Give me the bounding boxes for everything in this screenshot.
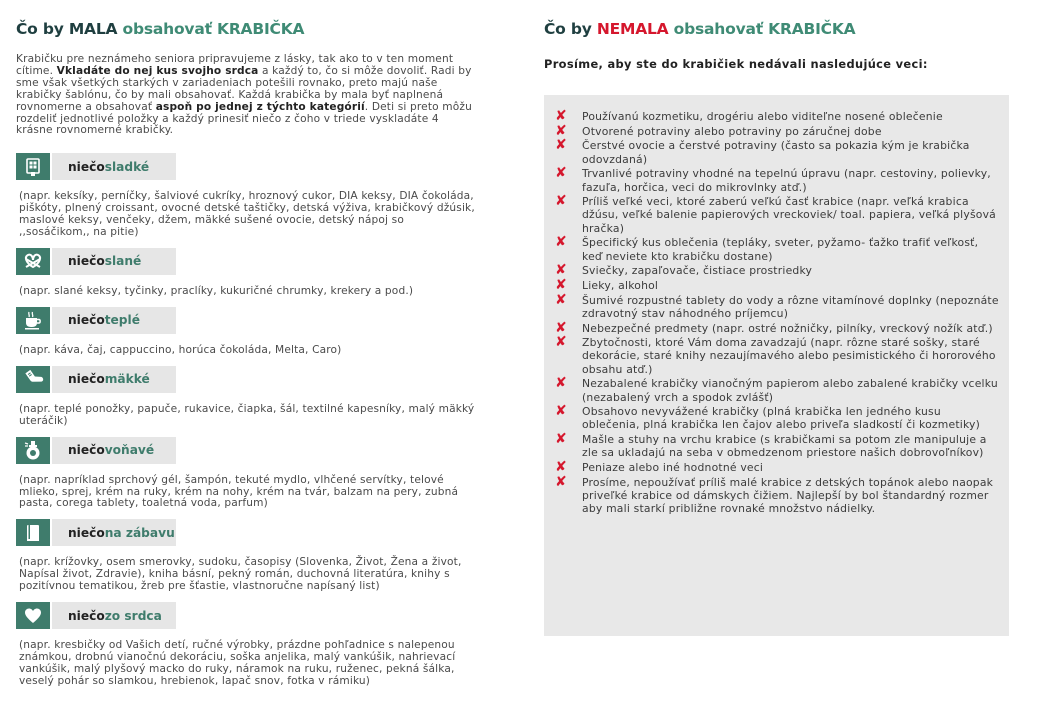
- category-description: (napr. slané keksy, tyčinky, praclíky, kukuričné chrumky, krekery a pod.): [19, 284, 414, 297]
- title-strong: MALA: [68, 20, 118, 38]
- cross-icon: ✘: [555, 319, 567, 336]
- forbidden-items-box: [544, 95, 1009, 636]
- forbidden-item-text: Otvorené potraviny alebo potraviny po záručnej dobe: [582, 124, 882, 138]
- intro-emphasis: Vkladáte do nej kus svojho srdca: [56, 64, 259, 77]
- category-prefix: niečo: [68, 159, 105, 174]
- forbidden-item: [555, 291, 1001, 320]
- category-label: [52, 248, 176, 275]
- left-title: Čo by MALA obsahovať KRABIČKA: [16, 20, 305, 38]
- forbidden-item-text: Prosíme, nepoužívať príliš malé krabice z detských topánok alebo naopak priveľké krabice od dámskych čižiem. Najlepší by bol štandardný rozmer aby mali starkí približne rovnaké množstvo nádielky.: [582, 475, 994, 516]
- forbidden-item-text: Zbytočnosti, ktoré Vám doma zavadzajú (napr. rôzne staré sošky, staré dekorácie, staré knihy nezaujímavého alebo pesimistického či hororového obsahu atď.): [582, 336, 996, 376]
- category-description: (napr. keksíky, perníčky, šalviové cukríky, hroznový cukor, DIA keksy, DIA čokoláda, piškóty, plnený croissant, ovocné detské taštičky, detská výživa, krabičkový džúsik, maslové keksy, venčeky, džem, mäkké sušené ovocie, detský nápoj so ,,sosáčikom,, na pitie): [19, 190, 475, 239]
- category-prefix: niečo: [68, 313, 105, 328]
- pretzel-icon: [16, 248, 50, 275]
- category-accent: na zábavu: [104, 525, 175, 540]
- category-prefix: niečo: [68, 372, 105, 387]
- category-header: [16, 602, 478, 629]
- forbidden-item-text: Čerstvé ovocie a čerstvé potraviny (často sa pokazia kým je krabička odovzdaná): [582, 139, 970, 166]
- forbidden-item-text: Šumivé rozpustné tablety do vody a rôzne vitamínové doplnky (nepoznáte zdravotný stav náhodného príjemcu): [582, 293, 999, 320]
- category-description: (napr. káva, čaj, cappuccino, horúca čokoláda, Melta, Caro): [19, 343, 342, 356]
- forbidden-item: [555, 122, 1001, 139]
- category-header: [16, 519, 478, 546]
- category-prefix: niečo: [68, 608, 105, 623]
- category-vonave: [16, 437, 478, 511]
- right-subtitle: Prosíme, aby ste do krabičiek nedávali nasledujúce veci:: [544, 57, 928, 71]
- cross-icon: ✘: [555, 334, 567, 351]
- cross-icon: ✘: [555, 234, 567, 251]
- category-description: (napr. kresbičky od Vašich detí, ručné výrobky, prázdne pohľadnice s nalepenou známkou, drobnú vianočnú dekoráciu, soška anjelika, malý vankúšik, nahrievací vankúšik, malý plyšový macko do ruky, náramok na ruku, ruženec, pekná šálka, veselý pohár so slamkou, hrebienok, lapač snov, fotka v rámiku): [19, 639, 456, 687]
- perfume-icon: [16, 437, 50, 464]
- category-accent: slané: [104, 254, 142, 269]
- forbidden-item: [555, 377, 1001, 403]
- forbidden-item-text: Nebezpečné predmety (napr. ostré nožničky, pilníky, vreckový nožík atď.): [582, 321, 993, 335]
- cross-icon: ✘: [555, 431, 567, 448]
- forbidden-item: [555, 167, 1001, 193]
- cross-icon: ✘: [555, 291, 567, 308]
- cross-icon: ✘: [555, 108, 567, 124]
- category-label: [52, 153, 176, 180]
- forbidden-item: [555, 319, 1001, 336]
- forbidden-item: [555, 405, 1001, 431]
- intro-text: Krabičku pre neznámeho seniora pripravujeme z lásky, tak ako to v ten moment cítime.: [16, 53, 454, 77]
- category-slane: [16, 248, 478, 298]
- forbidden-item-text: Peniaze alebo iné hodnotné veci: [582, 461, 764, 475]
- right-title: Čo by NEMALA obsahovať KRABIČKA: [544, 20, 856, 38]
- category-accent: zo srdca: [104, 608, 162, 623]
- category-list: [16, 153, 478, 687]
- left-column: [16, 18, 478, 688]
- teacup-icon: [16, 307, 50, 334]
- cross-icon: ✘: [555, 276, 567, 293]
- forbidden-item: [555, 473, 1001, 516]
- forbidden-item: [555, 110, 1001, 123]
- forbidden-item: [555, 264, 1001, 277]
- forbidden-list: [555, 110, 1001, 517]
- category-accent: teplé: [104, 313, 140, 328]
- category-header: [16, 307, 478, 334]
- category-makke: [16, 366, 478, 428]
- category-label: [52, 602, 176, 629]
- category-prefix: niečo: [68, 254, 105, 269]
- category-sladke: [16, 153, 478, 239]
- category-label: [52, 366, 176, 393]
- category-description: (napr. teplé ponožky, papuče, rukavice, čiapka, šál, textilné kapesníky, malý mäkký uteráčik): [19, 402, 475, 427]
- forbidden-item-text: Špecifický kus oblečenia (tepláky, sveter, pyžamo- ťažko trafiť veľkosť, keď neviete kto krabičku dostane): [582, 236, 979, 263]
- category-header: [16, 437, 478, 464]
- cross-icon: ✘: [555, 122, 567, 139]
- category-prefix: niečo: [68, 443, 105, 458]
- cross-icon: ✘: [555, 403, 567, 420]
- cross-icon: ✘: [555, 375, 567, 392]
- forbidden-item: [555, 236, 1001, 262]
- forbidden-item: [555, 139, 1001, 165]
- forbidden-item: [555, 195, 1001, 235]
- category-zabava: [16, 519, 478, 593]
- forbidden-item-text: Sviečky, zapaľovače, čistiace prostriedky: [582, 264, 813, 278]
- category-srdca: [16, 602, 478, 688]
- forbidden-item: [555, 336, 1001, 376]
- heart-icon: [16, 602, 50, 629]
- forbidden-item-text: Lieky, alkohol: [582, 278, 659, 292]
- forbidden-item: [555, 276, 1001, 293]
- forbidden-item-text: Príliš veľké veci, ktoré zaberú veľkú časť krabice (napr. veľká krabica džúsu, veľké balenie papierových vreckoviek/ toal. papiera, veľká plyšová hračka): [582, 195, 996, 235]
- intro-paragraph: [16, 54, 478, 137]
- category-teple: [16, 307, 478, 357]
- category-label: [52, 519, 176, 546]
- forbidden-item-text: Obsahovo nevyvážené krabičky (plná krabička len jedného kusu oblečenia, plná krabička len čajov alebo priveľa sladkostí či kozmetiky): [582, 405, 981, 432]
- category-prefix: niečo: [68, 525, 105, 540]
- intro-text: a každý to, čo si môže dovoliť. Radi by sme však všetkých starkých v zariadeniach potešili rovnako, preto majú naše krabičky šablónu, čo by mali obsahovať. Každá krabička by mala byť naplnená rovnomerne a obsahovať: [16, 64, 472, 113]
- cross-icon: ✘: [555, 137, 567, 154]
- intro-emphasis: aspoň po jednej z týchto kategórií: [155, 100, 365, 113]
- category-label: [52, 437, 176, 464]
- candy-icon: [16, 153, 50, 180]
- category-header: [16, 248, 478, 275]
- intro-text: . Deti si preto môžu rozdeliť jednotlivé položky a každý prinesiť niečo z čoho v triede vyskladáte 4 krásne rovnomerné krabičky.: [16, 100, 472, 137]
- forbidden-item: [555, 461, 1001, 474]
- right-column: [544, 18, 1009, 516]
- category-accent: voňavé: [104, 443, 155, 458]
- cross-icon: ✘: [555, 165, 567, 182]
- cross-icon: ✘: [555, 193, 567, 210]
- category-description: (napr. krížovky, osem smerovky, sudoku, časopisy (Slovenka, Život, Žena a život, Napísal život, Zdravie), kniha básní, pekný román, duchovná literatúra, knihy s pozitívnou tematikou, žreb pre šťastie, vlastnoručne napísaný list): [19, 556, 462, 593]
- category-accent: mäkké: [104, 372, 150, 387]
- category-header: [16, 366, 478, 393]
- forbidden-item-text: Mašle a stuhy na vrchu krabice (s krabičkami sa potom zle manipuluje a zle sa ukladajú na seba v obmedzenom priestore našich dobrovoľníkov): [582, 433, 987, 460]
- category-header: [16, 153, 478, 180]
- forbidden-item: [555, 433, 1001, 459]
- forbidden-item-text: Nezabalené krabičky vianočným papierom alebo zabalené krabičky vcelku (nezabalený vrch a spodok zvlášť): [582, 377, 998, 404]
- category-accent: sladké: [104, 159, 150, 174]
- forbidden-item-text: Trvanlivé potraviny vhodné na tepelnú úpravu (napr. cestoviny, polievky, fazuľa, horčica, veci do mikrovlnky atď.): [582, 167, 991, 194]
- forbidden-item-text: Používanú kozmetiku, drogériu alebo viditeľne nosené oblečenie: [582, 110, 943, 123]
- book-icon: [16, 519, 50, 546]
- cross-icon: ✘: [555, 459, 567, 476]
- cross-icon: ✘: [555, 473, 567, 490]
- socks-icon: [16, 366, 50, 393]
- category-label: [52, 307, 176, 334]
- category-description: (napr. napríklad sprchový gél, šampón, tekuté mydlo, vlhčené servítky, telové mlieko, sprej, krém na ruky, krém na nohy, krém na tvár, balzam na pery, zubná pasta, corega tablety, toaletná voda, parfum): [19, 473, 459, 510]
- cross-icon: ✘: [555, 262, 567, 279]
